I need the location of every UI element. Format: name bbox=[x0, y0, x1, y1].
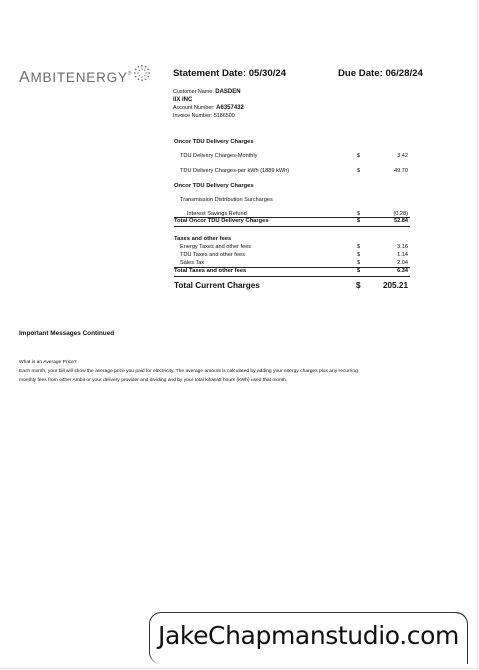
interest-refund-amount: (0.28) bbox=[393, 211, 408, 217]
tdu-monthly-label: TDU Delivery Charges-Monthly bbox=[180, 153, 258, 159]
sales-tax-currency: $ bbox=[357, 260, 361, 266]
energy-taxes-currency: $ bbox=[357, 244, 361, 250]
oncor-total-currency: $ bbox=[357, 218, 361, 224]
trademark-mark: ® bbox=[127, 71, 132, 77]
tdu-perkwh-label: TDU Delivery Charges-per kWh (1889 kWh) bbox=[180, 168, 290, 174]
tdu-taxes-currency: $ bbox=[357, 252, 361, 258]
total-current-charges-amount: 205.21 bbox=[382, 281, 408, 290]
sales-tax-label: Sales Tax bbox=[180, 260, 205, 266]
tdu-monthly-amount: 3.42 bbox=[397, 153, 408, 159]
oncor-total-amount: 52.84 bbox=[394, 218, 408, 224]
energy-taxes-label: Energy Taxes and other fees bbox=[180, 244, 252, 250]
average-price-question: What is an Average Price? bbox=[19, 360, 77, 365]
company-name: llX INC bbox=[173, 97, 193, 103]
tdu-monthly-currency: $ bbox=[357, 153, 361, 159]
statement-date: Statement Date: 05/30/24 bbox=[173, 68, 287, 79]
oncor-total-label: Total Oncor TDU Delivery Charges bbox=[174, 218, 269, 224]
account-number-value: A6357432 bbox=[216, 105, 244, 111]
tdu-perkwh-amount: 49.70 bbox=[394, 168, 408, 174]
important-messages-title: Important Messages Continued bbox=[19, 330, 115, 337]
sunburst-icon bbox=[133, 64, 151, 82]
average-price-line-1: Each month, your bill will show the average price you paid for electricity. The average amount is calculated by adding your energy charges plus any recurring bbox=[19, 369, 358, 374]
taxes-heading: Taxes and other fees bbox=[174, 236, 232, 242]
ambit-energy-logo bbox=[19, 69, 151, 87]
customer-name-label: Customer Name: bbox=[173, 89, 214, 95]
average-price-line-2: monthly fees from either Ambit or your delivery provider and dividing and by your total kilowatt hours (kWh) used that month. bbox=[19, 378, 288, 383]
sales-tax-amount: 2.04 bbox=[397, 260, 408, 266]
oncor-heading-2: Oncor TDU Delivery Charges bbox=[174, 183, 254, 189]
customer-name-value: DASDEN bbox=[215, 89, 241, 95]
interest-refund-currency: $ bbox=[357, 211, 361, 217]
watermark-text: JakeChapmanstudio.com bbox=[158, 621, 459, 650]
taxes-total-label: Total Taxes and other fees bbox=[174, 268, 247, 274]
taxes-total-currency: $ bbox=[357, 268, 361, 274]
invoice-number: Invoice Number: 5186509 bbox=[173, 113, 235, 119]
customer-info bbox=[173, 88, 244, 120]
due-date: Due Date: 06/28/24 bbox=[338, 68, 423, 79]
logo-wordmark: AMBITENERGY bbox=[19, 69, 128, 86]
tdu-taxes-label: TDU Taxes and other fees bbox=[180, 252, 245, 258]
transmission-surcharges-label: Transmission Distribution Surcharges bbox=[180, 197, 273, 203]
tdu-taxes-amount: 1.14 bbox=[397, 252, 408, 258]
total-current-charges-label: Total Current Charges bbox=[174, 281, 260, 290]
energy-taxes-amount: 3.16 bbox=[397, 244, 408, 250]
divider bbox=[174, 276, 410, 277]
interest-refund-label: Interest Savings Refund bbox=[187, 211, 247, 217]
account-number-label: Account Number: bbox=[173, 105, 215, 111]
oncor-heading: Oncor TDU Delivery Charges bbox=[174, 139, 254, 145]
taxes-total-amount: 6.34 bbox=[397, 268, 408, 274]
total-current-charges-currency: $ bbox=[356, 281, 361, 290]
tdu-perkwh-currency: $ bbox=[357, 168, 361, 174]
divider bbox=[174, 226, 410, 227]
